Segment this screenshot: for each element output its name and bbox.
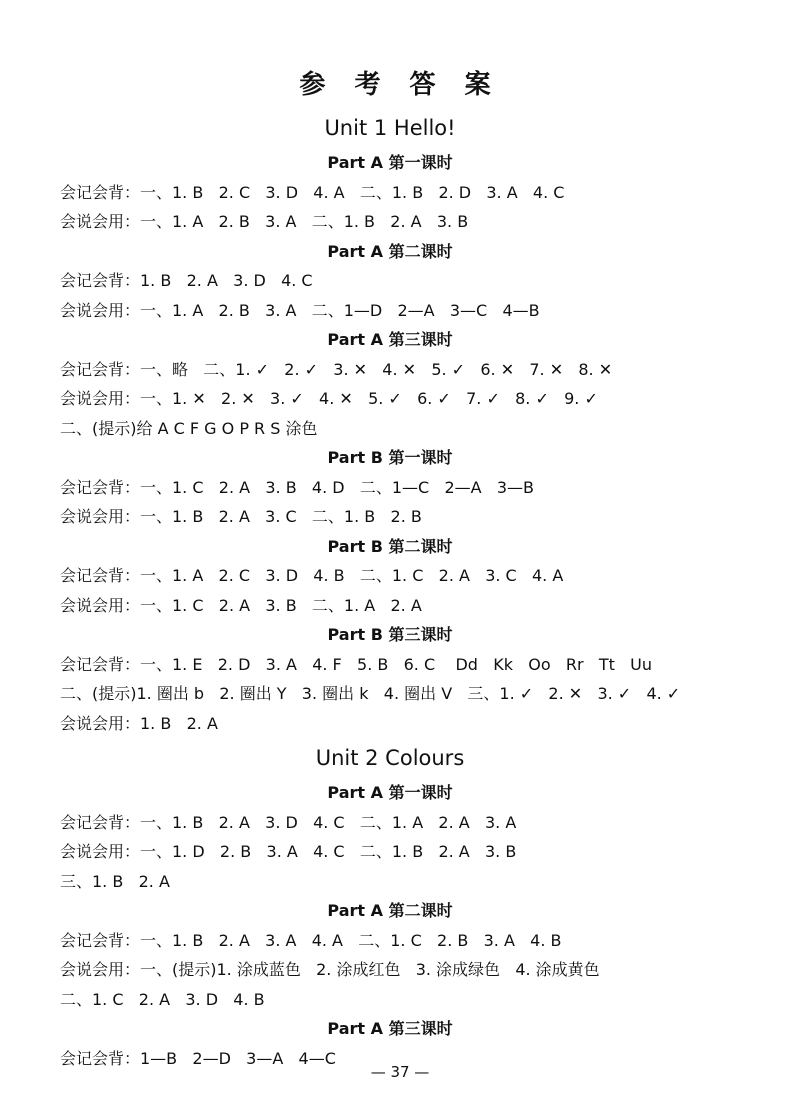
part-heading: Part A 第三课时 [327, 330, 453, 349]
part-heading: Part B 第三课时 [327, 625, 453, 644]
answer-list [60, 108, 760, 1073]
unit-heading: Unit 1 Hello! [324, 116, 456, 140]
part-heading: Part A 第二课时 [327, 901, 453, 920]
unit-heading: Unit 2 Colours [315, 746, 465, 770]
part-heading: Part B 第一课时 [327, 448, 453, 467]
answer-line: 会记会背：一、1. B 2. A 3. A 4. A 二、1. C 2. B 3. A 4. B [60, 930, 562, 950]
part-heading: Part A 第二课时 [327, 241, 453, 261]
part-heading: Part B 第二课时 [327, 536, 453, 556]
answer-line: 会记会背：一、1. B 2. C 3. D 4. A 二、1. B 2. D 3. A 4. C [60, 182, 565, 202]
page-number: — 37 — [370, 1063, 430, 1081]
answer-line: 会记会背：一、1. A 2. C 3. D 4. B 二、1. C 2. A 3. C 4. A [60, 566, 564, 585]
answer-line: 二、1. C 2. A 3. D 4. B [60, 989, 265, 1009]
answer-line: 会记会背：一、1. B 2. A 3. D 4. C 二、1. A 2. A 3. A [60, 812, 517, 832]
answer-line: 会说会用：一、1. A 2. B 3. A 二、1. B 2. A 3. B [60, 212, 469, 231]
answer-line: 二、(提示)1. 圈出 b 2. 圈出 Y 3. 圈出 k 4. 圈出 V 三、1. ✓ 2. ✕ 3. ✓ 4. ✓ [60, 684, 681, 703]
part-heading: Part A 第三课时 [327, 1019, 453, 1038]
answer-line: 会记会背：一、1. C 2. A 3. B 4. D 二、1—C 2—A 3—B [60, 477, 535, 497]
answer-line: 会记会背：一、1. E 2. D 3. A 4. F 5. B 6. C Dd Kk Oo Rr Tt Uu [60, 654, 652, 674]
answer-line: 二、(提示)给 A C F G O P R S 涂色 [60, 418, 318, 438]
answer-line: 会说会用：1. B 2. A [60, 713, 218, 733]
answer-line: 会记会背：1—B 2—D 3—A 4—C [60, 1048, 336, 1068]
part-heading: Part A 第一课时 [327, 153, 453, 172]
part-heading: Part A 第一课时 [327, 783, 453, 802]
answer-line: 三、1. B 2. A [60, 871, 170, 891]
answer-line: 会记会背：1. B 2. A 3. D 4. C [60, 271, 313, 290]
page-title: 参 考 答 案 [299, 70, 501, 100]
answer-line: 会记会背：一、略 二、1. ✓ 2. ✓ 3. ✕ 4. ✕ 5. ✓ 6. ✕ 7. ✕ 8. ✕ [60, 359, 613, 379]
answer-line: 会说会用：一、1. C 2. A 3. B 二、1. A 2. A [60, 595, 422, 615]
answer-line: 会说会用：一、1. A 2. B 3. A 二、1—D 2—A 3—C 4—B [60, 300, 540, 320]
answer-line: 会说会用：一、1. ✕ 2. ✕ 3. ✓ 4. ✕ 5. ✓ 6. ✓ 7. ✓ 8. ✓ 9. ✓ [60, 389, 598, 408]
answer-line: 会说会用：一、(提示)1. 涂成蓝色 2. 涂成红色 3. 涂成绿色 4. 涂成黄色 [60, 960, 600, 979]
answer-line: 会说会用：一、1. D 2. B 3. A 4. C 二、1. B 2. A 3. B [60, 842, 517, 861]
answer-line: 会说会用：一、1. B 2. A 3. C 二、1. B 2. B [60, 507, 422, 526]
